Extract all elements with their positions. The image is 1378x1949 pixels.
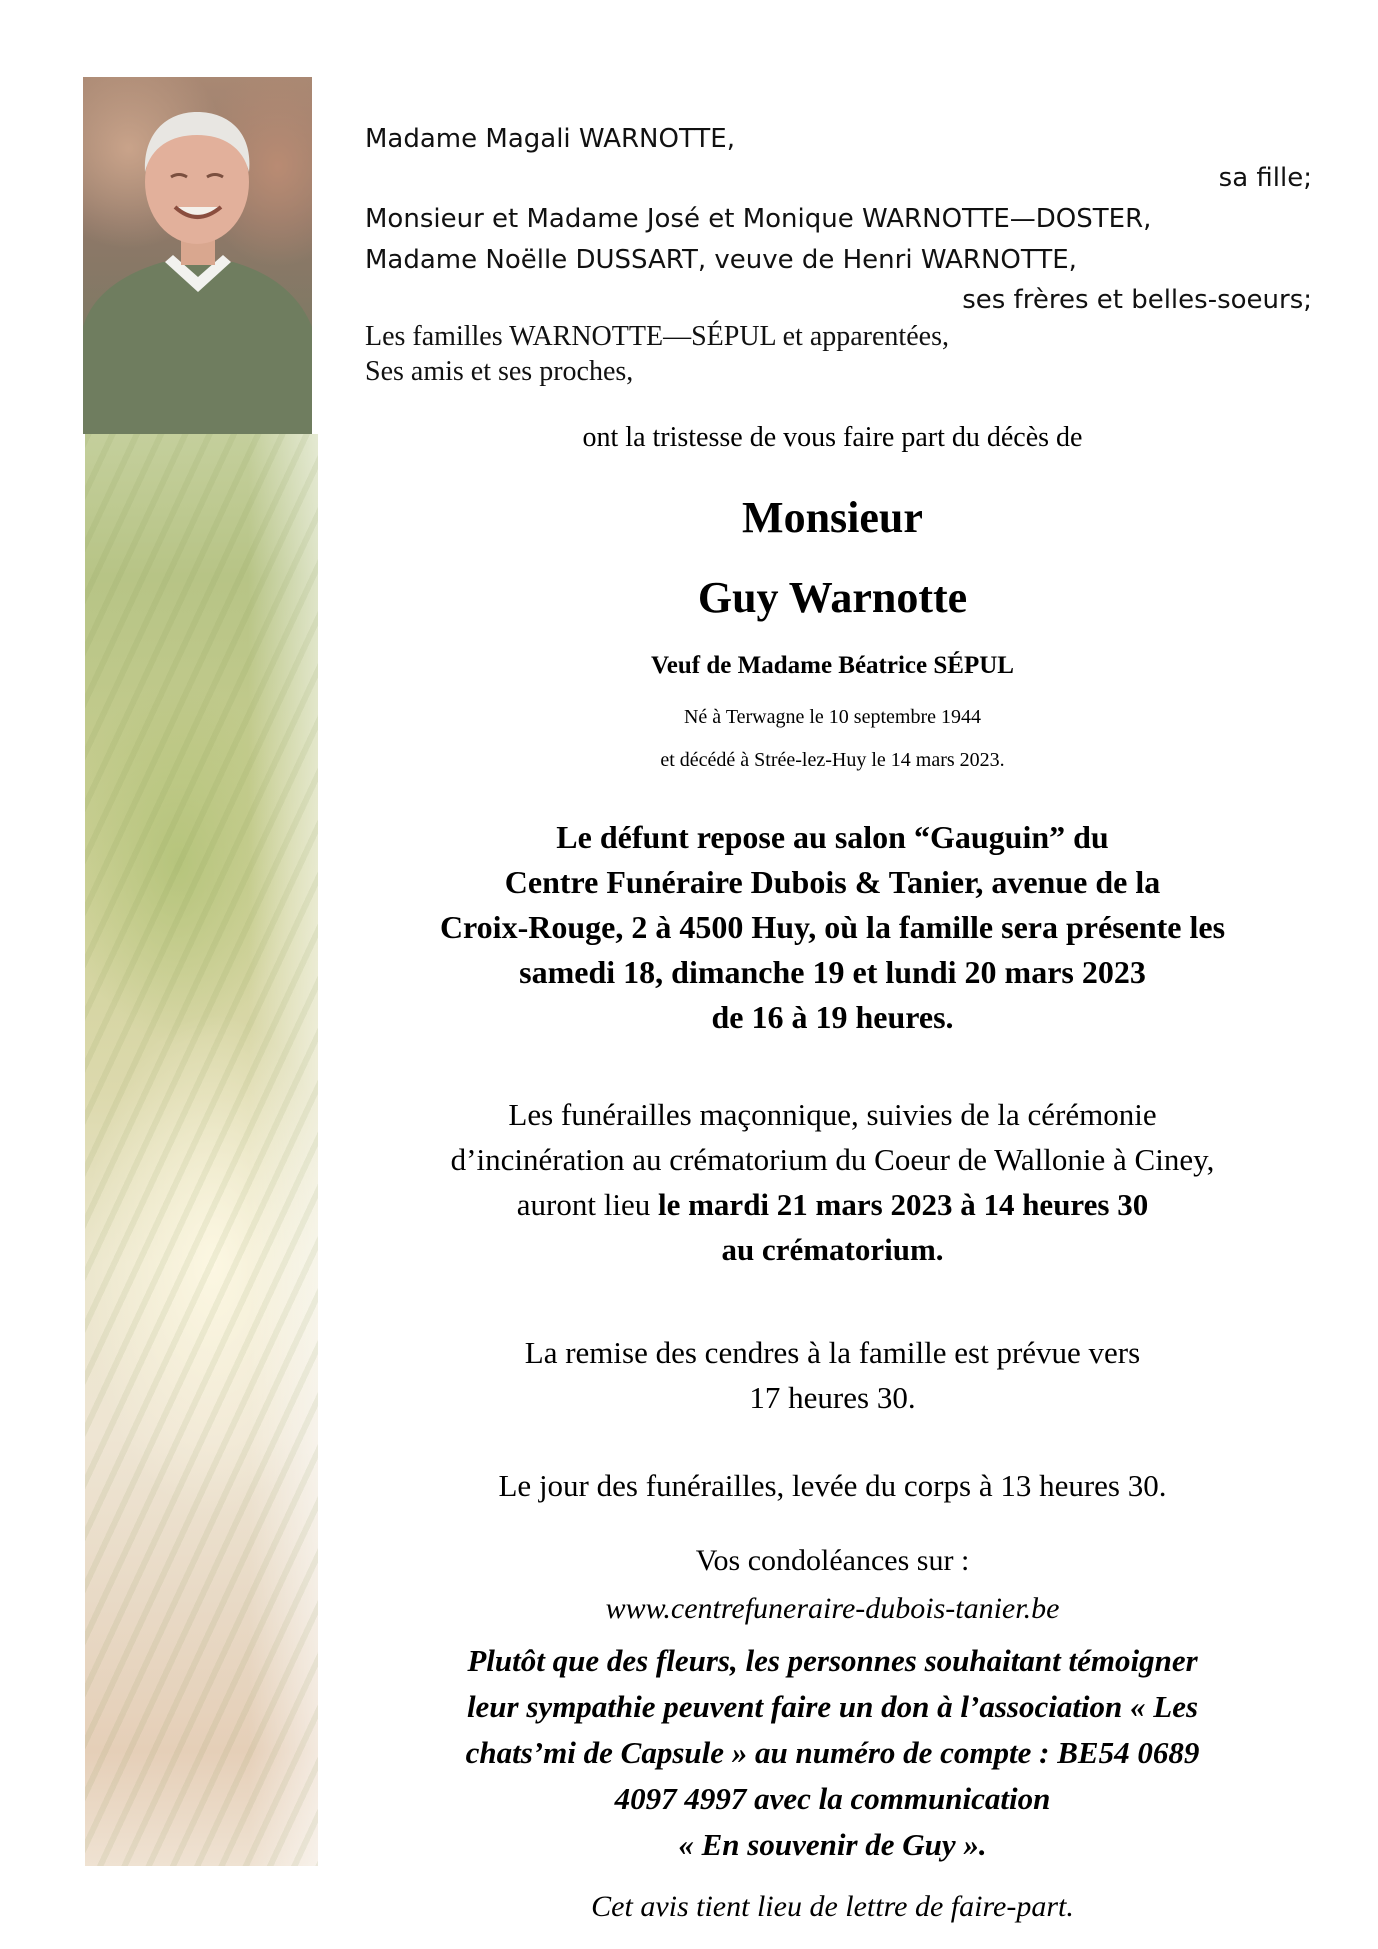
donation-paragraph [360, 1638, 1305, 1868]
donation-line: « En souvenir de Guy ». [678, 1827, 987, 1862]
funeral-date: le mardi 21 mars 2023 à 14 heures 30 [657, 1187, 1149, 1222]
family-line-families: Les familles WARNOTTE—SÉPUL et apparentées, [365, 321, 949, 352]
notice-line: Cet avis tient lieu de lettre de faire-part. [591, 1890, 1074, 1923]
ashes-time: 17 heures 30. [749, 1380, 916, 1415]
donation-line: Plutôt que des fleurs, les personnes souhaitant témoigner [467, 1643, 1198, 1678]
condolences-label: Vos condoléances sur : [695, 1544, 970, 1577]
repose-line: Centre Funéraire Dubois & Tanier, avenue de la [504, 864, 1161, 900]
deceased-name: Guy Warnotte [697, 573, 968, 622]
repose-line: samedi 18, dimanche 19 et lundi 20 mars 2023 [519, 954, 1146, 990]
levee-line: Le jour des funérailles, levée du corps à 13 heures 30. [498, 1468, 1167, 1503]
donation-line: 4097 4997 avec la communication [614, 1781, 1051, 1816]
death-line: et décédé à Strée-lez-Huy le 14 mars 2023. [660, 749, 1005, 771]
repose-line: de 16 à 19 heures. [711, 999, 954, 1035]
donation-line: leur sympathie peuvent faire un don à l’association « Les [466, 1689, 1199, 1724]
family-line-friends: Ses amis et ses proches, [365, 356, 634, 387]
family-line-sister-in-law: Madame Noëlle DUSSART, veuve de Henri WARNOTTE, [365, 245, 1077, 275]
family-relation-siblings: ses frères et belles-soeurs; [962, 285, 1312, 315]
condolences-link[interactable]: www.centrefuneraire-dubois-tanier.be [605, 1592, 1060, 1625]
family-relation-daughter: sa fille; [1218, 163, 1312, 193]
donation-line: chats’mi de Capsule » au numéro de compte : BE54 0689 [465, 1735, 1200, 1770]
family-line-daughter: Madame Magali WARNOTTE, [365, 124, 735, 154]
funeral-location: au crématorium. [721, 1232, 944, 1267]
widower-line: Veuf de Madame Béatrice SÉPUL [651, 652, 1014, 679]
announcement-intro: ont la tristesse de vous faire part du décès de [582, 422, 1083, 453]
ashes-paragraph [360, 1330, 1305, 1420]
repose-line: Le défunt repose au salon “Gauguin” du [556, 819, 1109, 855]
ashes-line: La remise des cendres à la famille est prévue vers [524, 1335, 1141, 1370]
family-line-brother: Monsieur et Madame José et Monique WARNOTTE—DOSTER, [365, 204, 1152, 234]
funeral-line: d’incinération au crématorium du Coeur de Wallonie à Ciney, [450, 1142, 1215, 1177]
funeral-paragraph [360, 1092, 1305, 1272]
deceased-title: Monsieur [742, 493, 923, 542]
funeral-line-date [360, 1182, 1305, 1227]
funeral-date-prefix: auront lieu [516, 1187, 658, 1222]
portrait-illustration [83, 77, 312, 434]
repose-line: Croix-Rouge, 2 à 4500 Huy, où la famille sera présente les [439, 909, 1226, 945]
forest-path-image [85, 434, 318, 1866]
portrait-photo [83, 77, 312, 434]
birth-line: Né à Terwagne le 10 septembre 1944 [683, 706, 981, 728]
funeral-line: Les funérailles maçonnique, suivies de la cérémonie [508, 1097, 1157, 1132]
repose-paragraph [360, 815, 1305, 1040]
